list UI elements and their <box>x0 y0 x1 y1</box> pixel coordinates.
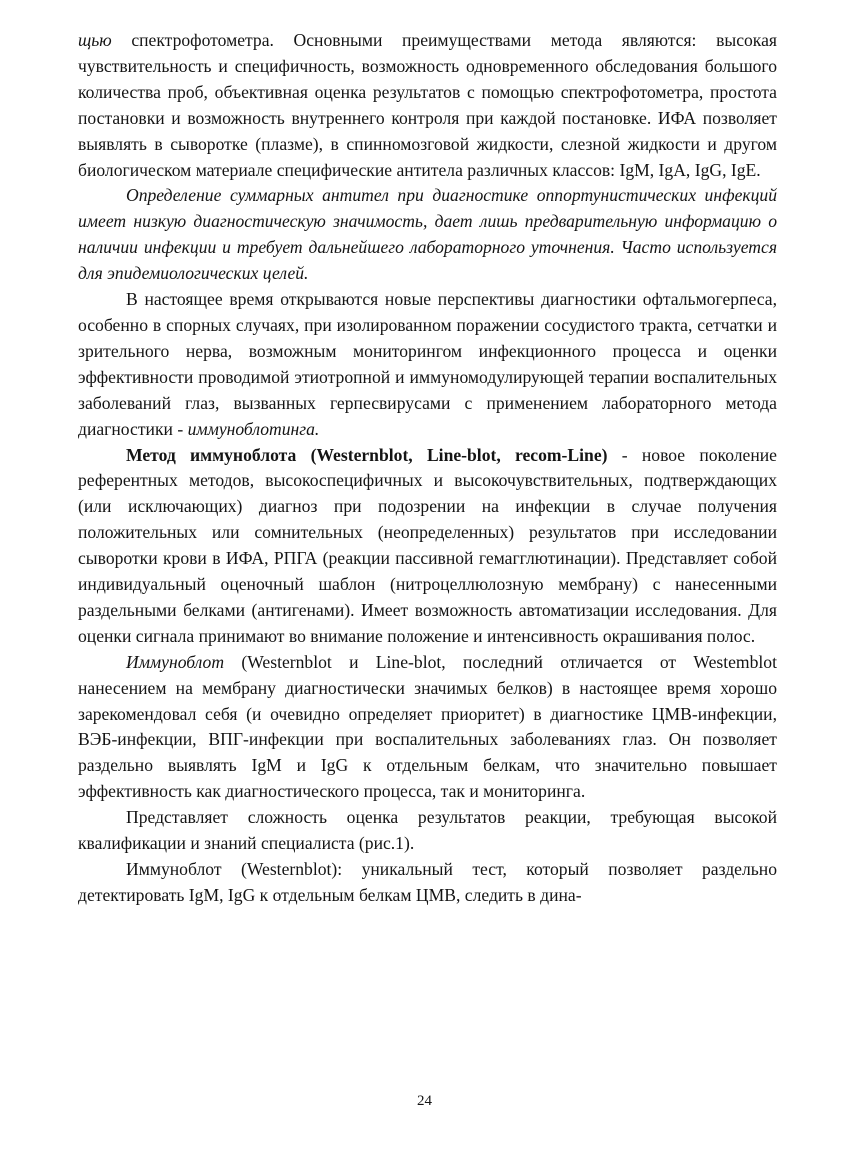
document-page <box>78 28 777 909</box>
page-number: 24 <box>417 1093 432 1109</box>
paragraph-4 <box>78 443 777 650</box>
paragraph-6: Представляет сложность оценка результатов реакции, требующая высокой квалификации и знаний специалиста (рис.1). <box>78 807 777 854</box>
paragraph-1 <box>78 28 777 183</box>
paragraph-4-text: - новое поколение референтных методов, высокоспецифичных и высокочувствительных, подтверждающих (или исключающих) диагноз при подозрении на инфекции в случае получения положительных или сомнительных (неопределенных) результатов при исследовании сыворотки крови в ИФА, РПГА (реакции пассивной гемагглютинации). Представляет собой индивидуальный оценочный шаблон (нитроцеллюлозную мембрану) с нанесенными раздельными белками (антигенами). Имеет возможность автоматизации исследования. Для оценки сигнала принимают во внимание положение и интенсивность окрашивания полос. <box>78 444 777 646</box>
paragraph-5-italic-term: Иммуноблот <box>126 651 225 672</box>
paragraph-4-bold-term: Метод иммуноблота (Westernblot, Line-blot, recom-Line) <box>126 444 608 465</box>
paragraph-5 <box>78 650 777 805</box>
paragraph-3-italic: иммуноблотинга. <box>187 418 320 439</box>
paragraph-1-italic-start: щью <box>78 30 112 50</box>
paragraph-2-italic: Определение суммарных антител при диагностике оппортунистических инфекций имеет низкую диагностическую значимость, дает лишь предварительную информацию о наличии инфекции и требует дальнейшего лабораторного уточнения. Часто используется для эпидемиологических целей. <box>78 185 777 284</box>
paragraph-7: Иммуноблот (Westernblot): уникальный тест, который позволяет раздельно детектировать IgM, IgG к отдельным белкам ЦМВ, следить в дина- <box>78 859 777 905</box>
paragraph-3 <box>78 287 777 442</box>
paragraph-1-text: спектрофотометра. Основными преимуществами метода являются: высокая чувствительность и специфичность, возможность одновременного обследования большого количества проб, объективная оценка результатов с помощью спектрофотометра, простота постановки и возможность внутреннего контроля при каждой постановке. ИФА позволяет выявлять в сыворотке (плазме), в спинномозговой жидкости, слезной жидкости и другом биологическом материале специфические антитела различных классов: IgM, IgA, IgG, IgE. <box>78 30 777 180</box>
paragraph-5-text: (Westernblot и Line-blot, последний отличается от Westemblot нанесением на мембрану диагностически значимых белков) в настоящее время хорошо зарекомендовал себя (и очевидно определяет приоритет) в диагностике ЦМВ-инфекции, ВЭБ-инфекции, ВПГ-инфекции при воспалительных заболеваниях глаз. Он позволяет раздельно выявлять IgM и IgG к отдельным белкам, что значительно повышает эффективность как диагностического процесса, так и мониторинга. <box>78 651 777 802</box>
paragraph-3-text: В настоящее время открываются новые перспективы диагностики офтальмогерпеса, особенно в спорных случаях, при изолированном поражении сосудистого тракта, сетчатки и зрительного нерва, возможным мониторингом инфекционного процесса и оценки эффективности проводимой этиотропной и иммуномодулирующей терапии воспалительных заболеваний глаз, вызванных герпесвирусами с применением лабораторного метода диагностики - <box>78 289 777 439</box>
